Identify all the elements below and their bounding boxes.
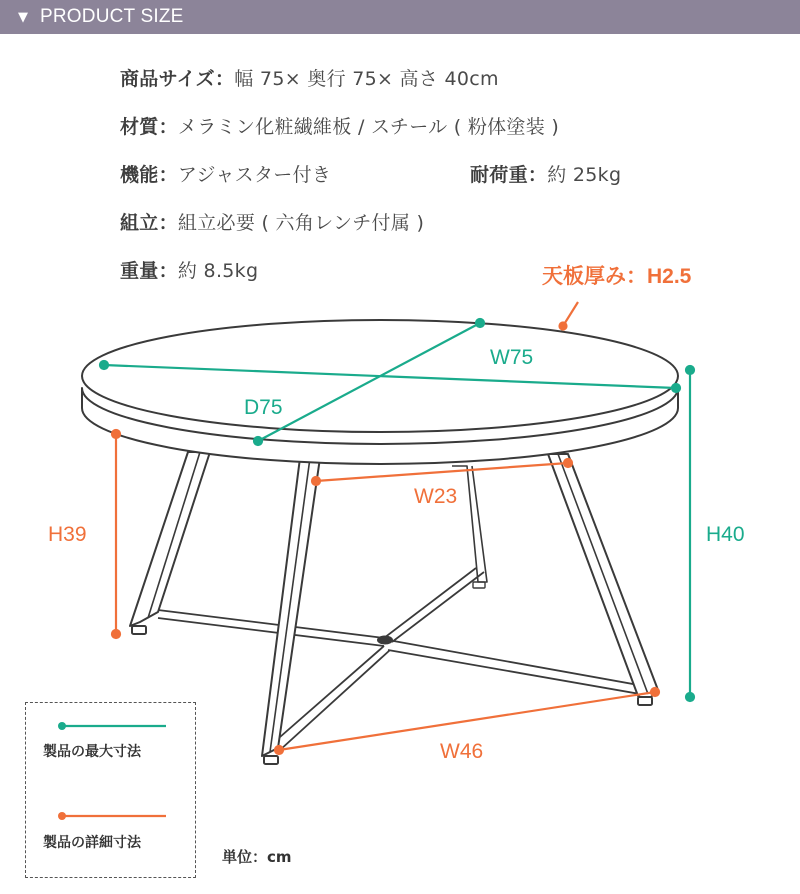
- depth-top-label: D75: [244, 396, 283, 419]
- spec-value: 約 8.5kg: [177, 260, 259, 282]
- spec-label: 機能: [120, 164, 159, 186]
- spec-label: 材質: [120, 116, 159, 138]
- spec-load: 耐荷重：約 25kg: [470, 164, 622, 186]
- foot-left: [132, 626, 146, 634]
- table-drawing: [82, 320, 678, 764]
- base-width-label: W46: [440, 740, 484, 763]
- spec-value: 組立必要 ( 六角レンチ付属 ): [177, 212, 425, 234]
- spec-assembly: 組立：組立必要 ( 六角レンチ付属 ): [120, 212, 425, 234]
- dim-endpoint: [476, 319, 484, 327]
- spec-label: 組立: [120, 212, 159, 234]
- inner-width-label: W23: [414, 485, 458, 508]
- height-leg-label: H39: [48, 523, 87, 546]
- inner-width-line: [316, 463, 568, 481]
- section-title: PRODUCT SIZE: [40, 6, 184, 27]
- dim-endpoint: [560, 323, 567, 330]
- dim-endpoint: [564, 459, 572, 467]
- leg-front: [262, 458, 320, 756]
- spec-weight: 重量：約 8.5kg: [120, 260, 259, 282]
- frame-bar: [384, 568, 476, 638]
- back-foot: [473, 582, 485, 588]
- width-top-label: W75: [490, 346, 534, 369]
- frame-bar: [158, 610, 384, 638]
- foot-right: [638, 697, 652, 705]
- dim-endpoint: [672, 384, 680, 392]
- leg-right: [548, 454, 658, 700]
- back-leg: [452, 466, 487, 582]
- leg-left: [130, 452, 210, 626]
- foot-front: [264, 756, 278, 764]
- dim-endpoint: [112, 630, 120, 638]
- leg-edge: [270, 458, 310, 752]
- dim-endpoint: [100, 361, 108, 369]
- top-thickness-label: 天板厚み：H2.5: [542, 265, 692, 288]
- height-total-label: H40: [706, 523, 745, 546]
- spec-label: 重量: [120, 260, 159, 282]
- frame-bar: [158, 618, 384, 646]
- dim-endpoint: [686, 693, 694, 701]
- frame-bar: [388, 650, 640, 694]
- legend-detail-label: 製品の詳細寸法: [43, 835, 141, 851]
- unit-label: 単位：cm: [222, 848, 292, 866]
- frame-bar: [388, 640, 644, 686]
- spec-material: 材質：メラミン化粧繊維板 / スチール ( 粉体塗装 ): [120, 116, 560, 138]
- leg-edge: [148, 452, 200, 618]
- spec-function: 機能：アジャスター付き: [120, 164, 332, 186]
- dim-endpoint: [312, 477, 320, 485]
- frame-bar: [392, 572, 484, 642]
- dim-endpoint: [254, 437, 262, 445]
- spec-value: 幅 75× 奥行 75× 高さ 40cm: [234, 68, 499, 90]
- spec-value: 約 25kg: [547, 164, 622, 186]
- dim-endpoint: [112, 430, 120, 438]
- center-joint: [378, 637, 392, 644]
- leg-edge: [558, 454, 648, 694]
- legend-max-label: 製品の最大寸法: [43, 744, 141, 760]
- triangle-down-icon: ▼: [18, 9, 28, 25]
- spec-label: 商品サイズ: [120, 68, 215, 90]
- dim-endpoint: [686, 366, 694, 374]
- dim-endpoint: [651, 688, 659, 696]
- spec-value: アジャスター付き: [177, 164, 332, 186]
- spec-label: 耐荷重: [470, 164, 528, 186]
- spec-value: メラミン化粧繊維板 / スチール ( 粉体塗装 ): [177, 116, 560, 138]
- spec-size: 商品サイズ：幅 75× 奥行 75× 高さ 40cm: [120, 68, 499, 90]
- dim-endpoint: [275, 746, 283, 754]
